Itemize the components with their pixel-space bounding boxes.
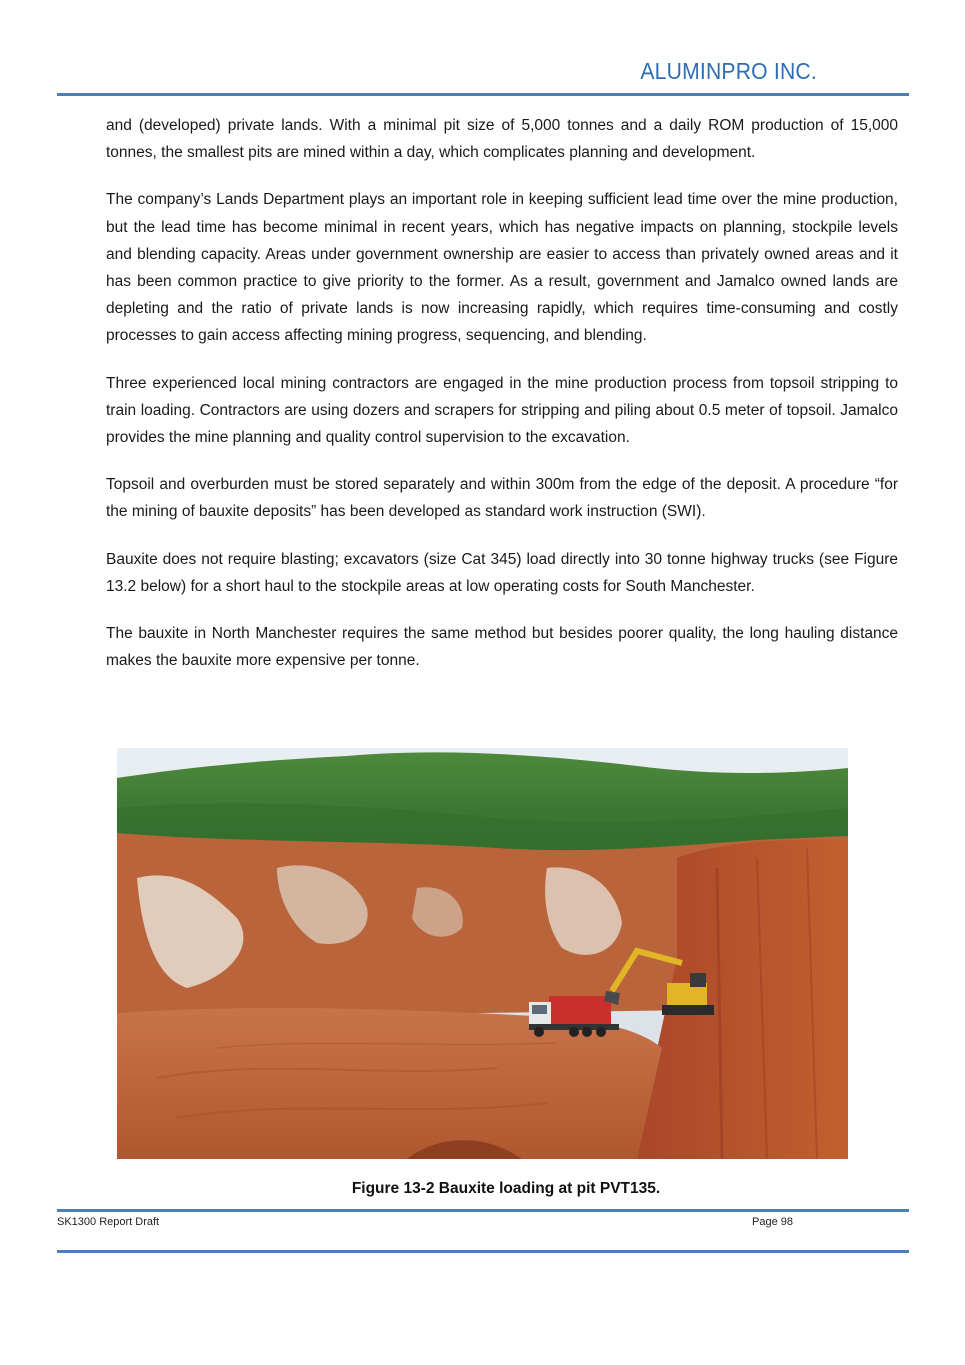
footer-report-name: SK1300 Report Draft — [57, 1216, 160, 1228]
paragraph-2: The company’s Lands Department plays an important role in keeping sufficient lead time over the mine production, but the lead time has become minimal in recent years, which has negative impacts on planning, stockpile levels and blending capacity. Areas under government ownership are easier to access than privately owned areas and it has been common practice to give priority to the former. As a result, government and Jamalco owned lands are depleting and the ratio of private lands is now increasing rapidly, which requires time-consuming and costly processes to gain access affecting mining progress, sequencing, and blending. — [106, 191, 898, 345]
paragraph-6: The bauxite in North Manchester requires the same method but besides poorer quality, the long hauling distance makes the bauxite more expensive per tonne. — [106, 625, 898, 670]
body-text — [106, 112, 898, 694]
paragraph-4: Topsoil and overburden must be stored separately and within 300m from the edge of the deposit. A procedure “for the mining of bauxite deposits” has been developed as standard work instruction (SWI). — [106, 476, 898, 521]
bauxite-pit-photo — [117, 748, 848, 1159]
paragraph-1: and (developed) private lands. With a minimal pit size of 5,000 tonnes and a daily ROM production of 15,000 tonnes, the smallest pits are mined within a day, which complicates planning and development. — [106, 117, 898, 162]
header-divider — [57, 93, 909, 96]
footer-bottom-divider — [57, 1250, 909, 1253]
figure-caption: Figure 13-2 Bauxite loading at pit PVT135. — [351, 1180, 661, 1197]
paragraph-5: Bauxite does not require blasting; excavators (size Cat 345) load directly into 30 tonne highway trucks (see Figure 13.2 below) for a short haul to the stockpile areas at low operating costs for South Manchester. — [106, 550, 898, 595]
company-header: ALUMINPRO INC. — [640, 58, 817, 84]
paragraph-3: Three experienced local mining contractors are engaged in the mine production process from topsoil stripping to train loading. Contractors are using dozers and scrapers for stripping and piling about 0.5 meter of topsoil. Jamalco provides the mine planning and quality control supervision to the excavation. — [106, 374, 898, 447]
footer-page-number: Page 98 — [752, 1216, 793, 1228]
footer-divider — [57, 1209, 909, 1212]
